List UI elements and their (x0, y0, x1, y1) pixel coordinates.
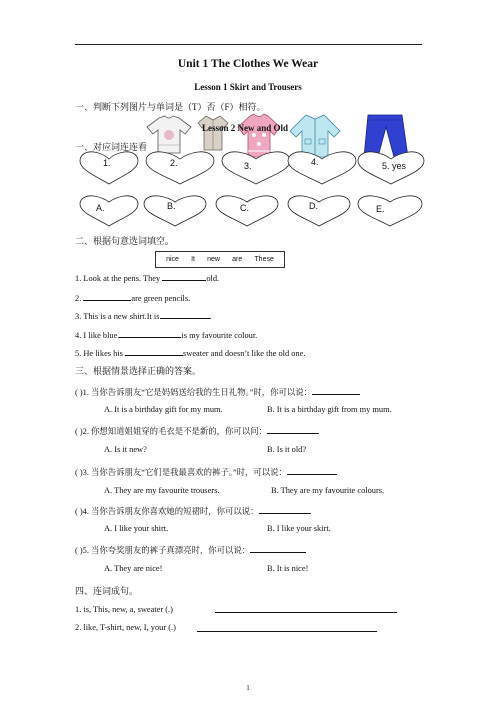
word-bank-item: are (232, 256, 243, 263)
option-b[interactable]: B. It is nice! (267, 564, 309, 573)
option-a[interactable]: A. They are my favourite trousers. (104, 486, 220, 495)
heart-top-5-label: 5. yes (382, 161, 407, 171)
sentence-item-1: 1. is, This, new, a, sweater (.) (75, 605, 173, 614)
lesson-subtitle: Lesson 1 Skirt and Trousers (194, 82, 302, 92)
fill-item-3: 3. This is a new shirt.It is . (75, 309, 212, 322)
heart-top-3-label: 3. (244, 161, 252, 171)
lesson2-title: Lesson 2 New and Old (202, 123, 289, 133)
header-rule (75, 44, 422, 45)
answer-blank[interactable] (250, 543, 306, 553)
heart-bottom-A (78, 194, 140, 228)
answer-blank[interactable] (162, 271, 206, 281)
sentence-item-2: 2. like, T-shirt, new, I, your (.) (75, 623, 176, 632)
page-title: Unit 1 The Clothes We Wear (177, 58, 319, 70)
tshirt-picture (145, 115, 193, 155)
option-b[interactable]: B. They are my favourite colours. (271, 486, 385, 495)
answer-blank[interactable] (267, 424, 319, 434)
choice-question-5: ( )5. 当你夸奖朋友的裤子真漂亮时，你可以说： (75, 543, 306, 556)
heart-top-1-label: 1. (103, 158, 111, 168)
fill-item-2: 2. are green pencils. (75, 291, 190, 304)
heart-bottom-A-label: A. (96, 203, 105, 213)
option-a[interactable]: A. Is it new? (104, 445, 147, 454)
choice-question-4: ( )4. 当你告诉朋友你喜欢她的短裙时，你可以说： (75, 504, 311, 517)
answer-blank[interactable] (83, 291, 131, 301)
answer-blank[interactable] (312, 385, 360, 395)
answer-blank[interactable] (125, 346, 183, 356)
section1-heading: 一、判断下列图片与单词是（T）否（F）相符。 (75, 102, 266, 112)
heart-top-1 (78, 150, 140, 186)
section2-heading: 二、根据句意选词填空。 (75, 236, 175, 246)
heart-top-4 (286, 150, 358, 186)
word-bank-item: It (191, 256, 195, 263)
fill-item-1: 1. Look at the pens. They old. (75, 271, 219, 284)
word-bank (155, 251, 285, 268)
answer-line[interactable] (215, 612, 397, 613)
heart-bottom-E (356, 194, 424, 228)
answer-blank[interactable] (287, 465, 337, 475)
section3-heading: 三、根据情景选择正确的答案。 (75, 366, 202, 376)
option-b[interactable]: B. Is it old? (267, 445, 307, 454)
shirt-old-picture (197, 114, 229, 152)
heart-bottom-B-label: B. (167, 201, 176, 211)
match-heading: 一、对应词连连看 (75, 142, 148, 152)
heart-bottom-E-label: E. (376, 204, 385, 214)
heart-top-2 (144, 150, 216, 186)
fill-item-5: 5. He likes his sweater and doesn’t like the old one. (75, 346, 305, 359)
heart-bottom-C-label: C. (240, 203, 249, 213)
word-bank-item: nice (166, 256, 179, 263)
heart-top-2-label: 2. (170, 158, 178, 168)
heart-top-4-label: 4. (311, 157, 319, 167)
answer-blank[interactable] (259, 504, 311, 514)
option-a[interactable]: A. It is a birthday gift for my mum. (104, 405, 223, 414)
section4-heading: 四、连词成句。 (75, 586, 139, 596)
choice-question-3: ( )3. 当你告诉朋友“它们是我最喜欢的裤子。”时，可以说： (75, 465, 337, 478)
choice-question-1: ( )1. 当你告诉朋友“它是妈妈送给我的生日礼物。”时，你可以说： (75, 385, 360, 398)
answer-line[interactable] (197, 631, 377, 632)
option-b[interactable]: B. I like your skirt. (267, 524, 331, 533)
heart-bottom-D (286, 194, 352, 228)
heart-bottom-D-label: D. (309, 201, 318, 211)
heart-bottom-B (142, 194, 208, 228)
word-bank-item: These (254, 256, 274, 263)
word-bank-item: new (207, 256, 220, 263)
fill-item-4: 4. I like blue. is my favourite colour. (75, 328, 257, 341)
option-a[interactable]: A. I like your shirt. (104, 524, 169, 533)
choice-question-2: ( )2. 你想知道姐姐穿的毛衣是不是新的，你可以问： (75, 424, 319, 437)
heart-top-3 (220, 150, 292, 186)
option-b[interactable]: B. It is a birthday gift from my mum. (267, 405, 392, 414)
answer-blank[interactable] (160, 309, 210, 319)
answer-blank[interactable] (119, 328, 181, 338)
page-number: 1 (246, 684, 250, 692)
option-a[interactable]: A. They are nice! (104, 564, 163, 573)
